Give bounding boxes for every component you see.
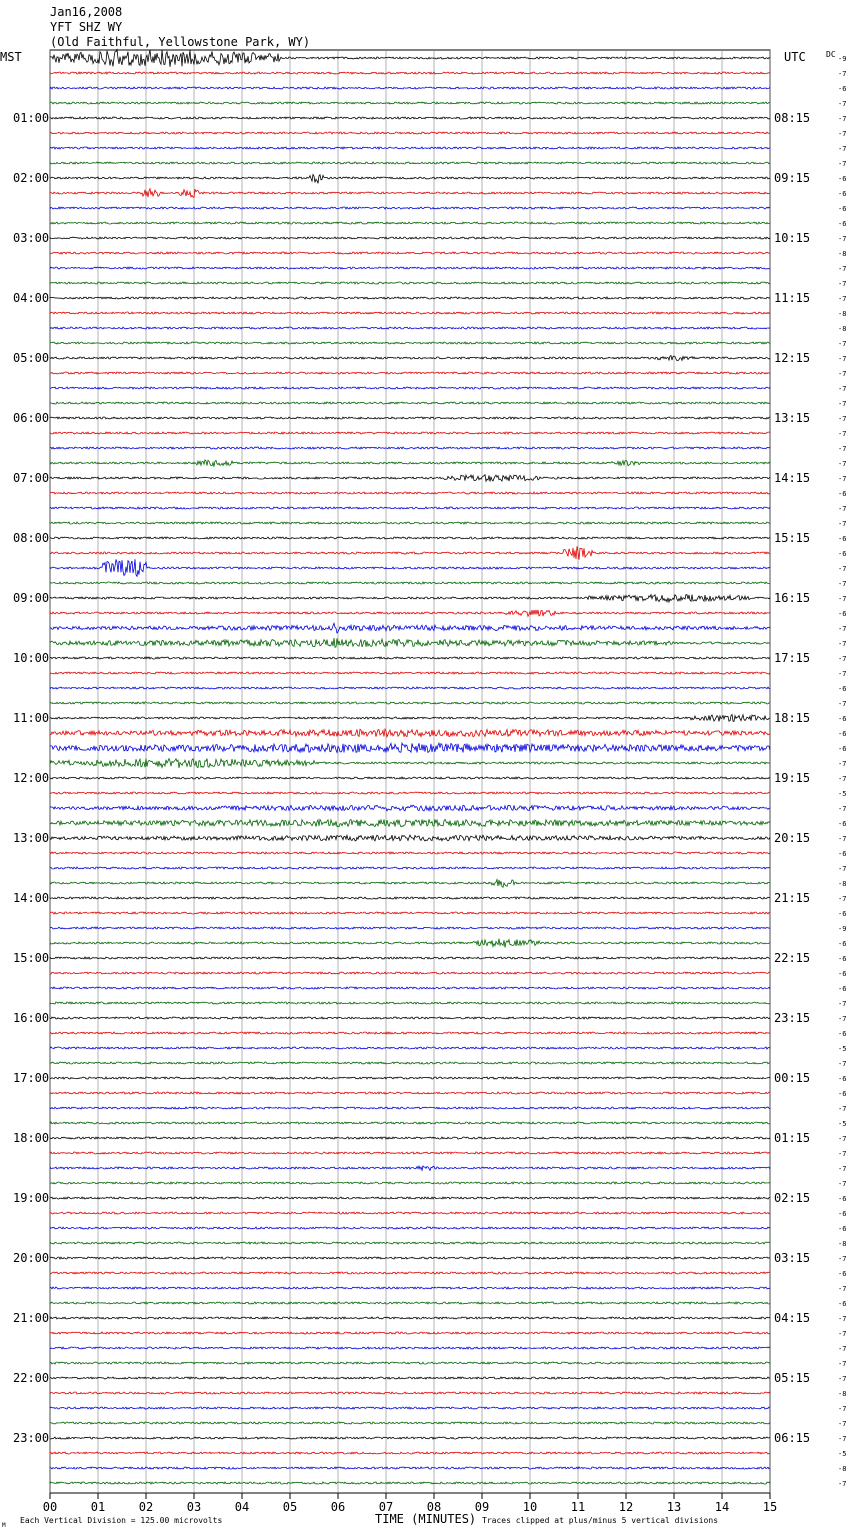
dc-offset-label: -7 [838,760,847,768]
dc-offset-label: -7 [838,655,847,663]
dc-offset-label: -7 [838,1060,847,1068]
seismic-trace [50,1377,770,1379]
hour-label-mst: 15:00 [13,951,50,965]
dc-offset-label: -6 [838,1030,847,1038]
dc-offset-label: -7 [838,1135,847,1143]
seismic-trace [50,805,770,811]
chart-location: (Old Faithful, Yellowstone Park, WY) [50,35,311,49]
dc-offset-label: -8 [838,1240,847,1248]
hour-label-mst: 05:00 [13,351,50,365]
hour-label-utc: 19:15 [774,771,811,785]
hour-label-mst: 08:00 [13,531,50,545]
seismic-trace [50,623,770,633]
dc-offset-label: -7 [838,1105,847,1113]
seismic-trace [50,743,770,753]
chart-date: Jan16,2008 [50,5,123,19]
dc-offset-label: -6 [838,685,847,693]
hour-label-mst: 02:00 [13,171,50,185]
seismic-trace [50,312,770,314]
seismic-trace [50,1287,770,1289]
seismic-trace [50,72,770,74]
x-tick-label: 10 [522,1500,538,1514]
dc-offset-label: -5 [838,1045,847,1053]
seismic-trace [50,1482,770,1484]
dc-offset-label: -8 [838,310,847,318]
seismic-trace [50,162,770,164]
seismic-trace [50,687,770,689]
hour-label-utc: 11:15 [774,291,811,305]
seismic-trace [50,447,770,449]
seismic-trace [50,957,770,959]
hour-label-mst: 10:00 [13,651,50,665]
seismic-trace [50,777,770,779]
dc-offset-label: -6 [838,1225,847,1233]
hour-label-utc: 18:15 [774,711,811,725]
seismic-trace [50,475,770,482]
x-tick-label: 02 [138,1500,154,1514]
dc-offset-label: -6 [838,715,847,723]
seismic-trace [50,1227,770,1229]
dc-offset-label: -7 [838,505,847,513]
trace-group [50,50,770,1484]
seismic-trace [50,1137,770,1139]
seismic-trace [50,327,770,329]
seismic-trace [50,715,770,722]
dc-label: DC [826,50,836,59]
dc-offset-label: -7 [838,865,847,873]
hour-label-mst: 12:00 [13,771,50,785]
dc-offset-label: -7 [838,1165,847,1173]
dc-offset-label: -7 [838,1345,847,1353]
dc-offset-label: -6 [838,535,847,543]
seismic-trace [50,897,770,899]
hour-label-mst: 09:00 [13,591,50,605]
seismic-trace [50,582,770,584]
x-axis-label: TIME (MINUTES) [375,1512,477,1526]
x-tick-label: 06 [330,1500,346,1514]
dc-offset-label: -7 [838,700,847,708]
x-tick-label: 12 [618,1500,634,1514]
seismic-trace [50,972,770,974]
hour-label-utc: 17:15 [774,651,811,665]
hour-label-utc: 14:15 [774,471,811,485]
hour-label-utc: 04:15 [774,1311,811,1325]
seismic-trace [50,207,770,209]
seismic-trace [50,559,770,576]
seismic-trace [50,387,770,389]
dc-offset-label: -6 [838,850,847,858]
seismic-trace [50,1047,770,1049]
dc-offset-label: -9 [838,925,847,933]
dc-offset-label: -6 [838,730,847,738]
dc-offset-label: -7 [838,1420,847,1428]
dc-offset-label: -6 [838,190,847,198]
seismic-trace [50,1017,770,1019]
hour-label-mst: 11:00 [13,711,50,725]
dc-offset-label: -7 [838,625,847,633]
dc-offset-label: -7 [838,70,847,78]
hour-label-utc: 10:15 [774,231,811,245]
dc-offset-label: -7 [838,895,847,903]
seismic-trace [50,372,770,374]
dc-offset-label: -7 [838,835,847,843]
seismic-trace [50,1437,770,1439]
hour-label-utc: 23:15 [774,1011,811,1025]
dc-offset-label: -7 [838,145,847,153]
x-tick-label: 14 [714,1500,730,1514]
seismic-trace [50,880,770,888]
x-tick-label: 04 [234,1500,250,1514]
seismic-trace [50,1002,770,1004]
dc-offset-label: -7 [838,520,847,528]
dc-offset-label: -7 [838,1000,847,1008]
dc-offset-label: -6 [838,1090,847,1098]
dc-offset-label: -6 [838,1270,847,1278]
hour-label-mst: 13:00 [13,831,50,845]
x-tick-label: 07 [378,1500,394,1514]
seismic-trace [50,912,770,914]
dc-offset-label: -7 [838,235,847,243]
dc-offset-label: -7 [838,475,847,483]
dc-offset-label: -6 [838,970,847,978]
x-tick-label: 15 [762,1500,778,1514]
hour-label-mst: 18:00 [13,1131,50,1145]
dc-offset-label: -7 [838,445,847,453]
clip-note: Traces clipped at plus/minus 5 vertical divisions [482,1516,719,1525]
seismic-trace [50,1062,770,1064]
seismic-trace [50,1272,770,1274]
dc-offset-label: -7 [838,130,847,138]
seismic-trace [50,610,770,617]
dc-offset-label: -7 [838,1405,847,1413]
seismic-trace [50,132,770,134]
dc-offset-label: -8 [838,325,847,333]
seismic-trace [50,522,770,524]
dc-offset-label: -9 [838,55,847,63]
seismic-trace [50,222,770,224]
x-tick-label: 09 [474,1500,490,1514]
seismic-trace [50,1257,770,1259]
dc-offset-label: -7 [838,1015,847,1023]
chart-station: YFT SHZ WY [50,20,123,34]
seismic-trace [50,852,770,854]
seismic-trace [50,282,770,284]
hour-label-utc: 06:15 [774,1431,811,1445]
seismic-trace [50,1092,770,1094]
dc-offset-label: -7 [838,430,847,438]
seismic-trace [50,432,770,434]
dc-offset-label: -7 [838,1180,847,1188]
seismic-trace [50,759,770,768]
dc-offset-label: -6 [838,175,847,183]
x-tick-label: 00 [42,1500,58,1514]
dc-offset-label: -7 [838,1480,847,1488]
seismic-trace [50,417,770,419]
seismic-trace [50,1452,770,1454]
seismic-trace [50,267,770,269]
seismic-trace [50,1302,770,1304]
dc-offset-label: -6 [838,220,847,228]
dc-offset-label: -6 [838,940,847,948]
dc-offset-label: -7 [838,1285,847,1293]
dc-offset-label: -7 [838,415,847,423]
hour-label-mst: 16:00 [13,1011,50,1025]
seismic-trace [50,1077,770,1079]
right-timezone-label: UTC [784,50,806,64]
seismic-trace [50,835,770,841]
dc-offset-label: -7 [838,1150,847,1158]
dc-offset-label: -7 [838,1435,847,1443]
dc-offset-label: -7 [838,340,847,348]
hour-label-utc: 15:15 [774,531,811,545]
seismic-trace [50,1182,770,1184]
hour-label-utc: 20:15 [774,831,811,845]
hour-label-utc: 22:15 [774,951,811,965]
hour-label-mst: 07:00 [13,471,50,485]
hour-label-mst: 01:00 [13,111,50,125]
seismic-trace [50,537,770,539]
dc-offset-label: -7 [838,100,847,108]
seismic-trace [50,657,770,659]
dc-offset-label: -5 [838,1120,847,1128]
hour-label-mst: 04:00 [13,291,50,305]
seismic-trace [50,402,770,404]
seismic-trace [50,1212,770,1214]
dc-offset-label: -6 [838,910,847,918]
x-tick-label: 13 [666,1500,682,1514]
dc-offset-label: -7 [838,460,847,468]
dc-offset-label: -7 [838,115,847,123]
seismic-trace [50,987,770,989]
dc-offset-label: -7 [838,295,847,303]
dc-offset-label: -7 [838,580,847,588]
dc-offset-label: -7 [838,385,847,393]
seismic-trace [50,1107,770,1109]
seismic-trace [50,1392,770,1394]
seismic-trace [50,1332,770,1334]
seismic-trace [50,819,770,827]
seismic-trace [50,460,770,467]
dc-offset-label: -6 [838,955,847,963]
dc-offset-label: -8 [838,880,847,888]
seismic-trace [50,175,770,184]
dc-offset-label: -6 [838,745,847,753]
dc-offset-label: -7 [838,640,847,648]
dc-offset-label: -6 [838,550,847,558]
seismic-trace [50,927,770,929]
hour-label-utc: 13:15 [774,411,811,425]
dc-offset-label: -7 [838,1375,847,1383]
hour-label-utc: 02:15 [774,1191,811,1205]
plot-frame [50,50,770,1493]
seismic-trace [50,1242,770,1244]
dc-offset-label: -6 [838,85,847,93]
hour-label-utc: 05:15 [774,1371,811,1385]
seismic-trace [50,1166,770,1170]
hour-label-utc: 21:15 [774,891,811,905]
dc-offset-label: -6 [838,1195,847,1203]
dc-offset-label: -7 [838,670,847,678]
seismic-trace [50,507,770,509]
seismic-trace [50,189,770,198]
hour-label-mst: 03:00 [13,231,50,245]
scale-note: Each Vertical Division = 125.00 microvolts [20,1516,223,1525]
corner-mark: M [2,1522,6,1529]
hour-label-mst: 14:00 [13,891,50,905]
left-timezone-label: MST [0,50,22,64]
seismic-trace [50,867,770,869]
dc-offset-label: -7 [838,1255,847,1263]
hour-label-utc: 16:15 [774,591,811,605]
hour-label-utc: 09:15 [774,171,811,185]
dc-offset-label: -8 [838,250,847,258]
dc-offset-label: -6 [838,820,847,828]
dc-offset-label: -7 [838,280,847,288]
dc-offset-label: -7 [838,1315,847,1323]
seismic-trace [50,252,770,254]
seismic-trace [50,1122,770,1124]
hour-label-utc: 03:15 [774,1251,811,1265]
dc-offset-label: -6 [838,1300,847,1308]
seismic-trace [50,1407,770,1409]
seismic-trace [50,147,770,149]
dc-offset-label: -5 [838,790,847,798]
seismic-trace [50,87,770,89]
hour-label-mst: 22:00 [13,1371,50,1385]
dc-offset-label: -8 [838,1390,847,1398]
seismic-trace [50,117,770,119]
dc-offset-label: -7 [838,400,847,408]
x-tick-label: 03 [186,1500,202,1514]
hour-label-mst: 19:00 [13,1191,50,1205]
seismic-trace [50,1317,770,1319]
seismic-trace [50,792,770,794]
seismic-trace [50,102,770,104]
hour-label-mst: 21:00 [13,1311,50,1325]
hour-label-utc: 01:15 [774,1131,811,1145]
dc-offset-label: -7 [838,595,847,603]
dc-offset-label: -7 [838,265,847,273]
dc-offset-label: -6 [838,1075,847,1083]
seismic-trace [50,595,770,602]
dc-offset-label: -7 [838,775,847,783]
hour-label-utc: 00:15 [774,1071,811,1085]
seismic-trace [50,1152,770,1154]
x-tick-label: 05 [282,1500,298,1514]
seismic-trace [50,638,770,647]
seismic-trace [50,297,770,299]
hour-label-mst: 20:00 [13,1251,50,1265]
seismic-trace [50,342,770,344]
dc-offset-label: -6 [838,1210,847,1218]
dc-offset-label: -6 [838,610,847,618]
seismic-trace [50,50,770,67]
dc-offset-label: -8 [838,1465,847,1473]
seismic-trace [50,237,770,239]
seismic-trace [50,1422,770,1424]
hour-label-mst: 23:00 [13,1431,50,1445]
dc-offset-label: -7 [838,1360,847,1368]
dc-offset-label: -7 [838,355,847,363]
seismic-trace [50,702,770,704]
seismic-trace [50,356,770,361]
x-tick-label: 11 [570,1500,586,1514]
hour-label-utc: 08:15 [774,111,811,125]
seismic-trace [50,1362,770,1364]
dc-offset-label: -6 [838,205,847,213]
label-group [13,55,846,1514]
x-tick-label: 01 [90,1500,106,1514]
dc-offset-label: -5 [838,1450,847,1458]
hour-label-mst: 06:00 [13,411,50,425]
seismic-trace [50,1347,770,1349]
seismic-trace [50,729,770,737]
hour-label-utc: 12:15 [774,351,811,365]
hour-label-mst: 17:00 [13,1071,50,1085]
seismic-trace [50,1197,770,1199]
dc-offset-label: -7 [838,160,847,168]
dc-offset-label: -7 [838,805,847,813]
x-tick-label: 08 [426,1500,442,1514]
dc-offset-label: -7 [838,370,847,378]
dc-offset-label: -7 [838,565,847,573]
seismic-trace [50,546,770,559]
seismic-trace [50,1032,770,1034]
dc-offset-label: -6 [838,490,847,498]
seismic-trace [50,1467,770,1469]
seismic-trace [50,492,770,494]
dc-offset-label: -6 [838,985,847,993]
dc-offset-label: -7 [838,1330,847,1338]
seismic-trace [50,672,770,674]
seismic-trace [50,939,770,948]
